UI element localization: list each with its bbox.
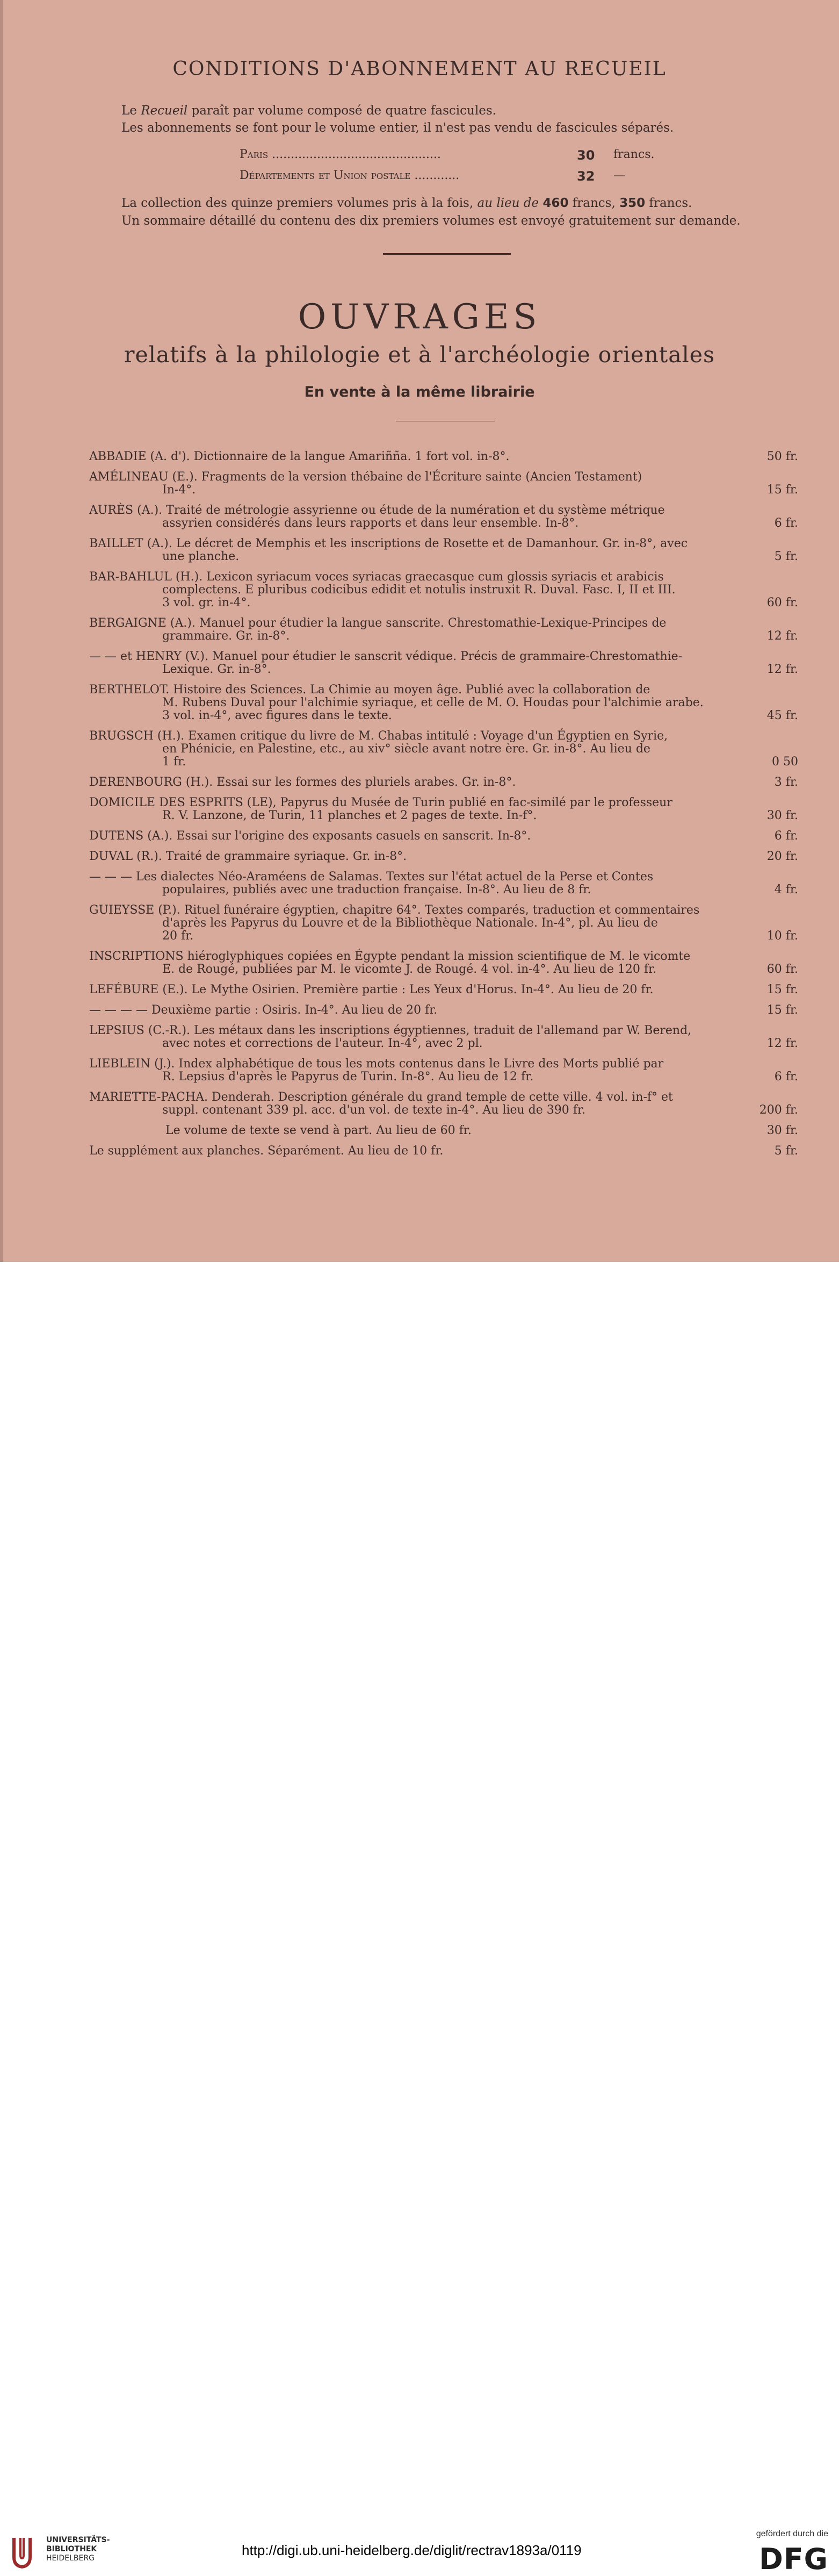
- ouvrages-title: OUVRAGES: [298, 297, 541, 337]
- book-entry-continuation: une planche.: [162, 550, 240, 563]
- book-entry: [89, 984, 798, 996]
- book-entry-text: ABBADIE (A. d'). Dictionnaire de la langue Amariñña. 1 fort vol. in-8°.: [89, 450, 510, 463]
- book-entry-continuation: 3 vol. gr. in-4°.: [162, 596, 251, 609]
- book-entry-price: 15 fr.: [766, 483, 798, 497]
- conditions-title: CONDITIONS D'ABONNEMENT AU RECUEIL: [172, 58, 667, 80]
- book-entry-text: Le volume de texte se vend à part. Au lieu de 60 fr.: [165, 1124, 472, 1137]
- book-entry-text: — — — Les dialectes Néo-Araméens de Salamas. Textes sur l'état actuel de la Perse et Contes: [89, 870, 654, 884]
- book-entry: [89, 1004, 798, 1017]
- book-entry-price: 6 fr.: [774, 1070, 798, 1084]
- book-entry-price: 20 fr.: [766, 850, 798, 863]
- book-entry: [89, 797, 798, 822]
- book-entry-text: MARIETTE-PACHA. Denderah. Description générale du grand temple de cette ville. 4 vol. in-f° et: [89, 1090, 673, 1104]
- book-entry-continuation: grammaire. Gr. in-8°.: [162, 629, 290, 643]
- price-row-departements: Départements et Union postale ............ 32 —: [240, 169, 625, 184]
- permalink-url[interactable]: http://digi.ub.uni-heidelberg.de/diglit/rectrav1893a/0119: [242, 2542, 582, 2558]
- university-library-name: [46, 2536, 110, 2563]
- book-entry-continuation: assyrien considérés dans leurs rapports et dans leur ensemble. In-8°.: [162, 516, 579, 530]
- conditions-line-1: Le Recueil paraît par volume composé de quatre fascicules.: [121, 104, 496, 118]
- book-entry-price: 4 fr.: [774, 883, 798, 896]
- book-entry-text: LEPSIUS (C.-R.). Les métaux dans les inscriptions égyptiennes, traduit de l'allemand par W. Berend,: [89, 1024, 692, 1037]
- book-entry-price: 30 fr.: [766, 809, 798, 822]
- book-entry-continuation: avec notes et corrections de l'auteur. In-4°, avec 2 pl.: [162, 1037, 483, 1050]
- logo-line-1: UNIVERSITÄTS-: [46, 2536, 110, 2544]
- page-edge: [0, 0, 3, 1262]
- book-entry: [89, 1024, 798, 1050]
- book-entry-text: BAILLET (A.). Le décret de Memphis et les inscriptions de Rosette et de Damanhour. Gr. in-8°, avec: [89, 537, 688, 550]
- dfg-logo: DFG: [758, 2542, 828, 2576]
- book-entry-continuation: R. V. Lanzone, de Turin, 11 planches et 2 pages de texte. In-f°.: [162, 809, 537, 822]
- book-entry-price: 45 fr.: [766, 709, 798, 722]
- book-entry-text: INSCRIPTIONS hiéroglyphiques copiées en Égypte pendant la mission scientifique de M. le vicomte: [89, 950, 691, 963]
- book-entry-continuation: suppl. contenant 339 pl. acc. d'un vol. de texte in-4°. Au lieu de 390 fr.: [162, 1103, 585, 1117]
- book-entry-text: Le supplément aux planches. Séparément. Au lieu de 10 fr.: [89, 1144, 444, 1158]
- book-entry: [89, 1124, 798, 1137]
- book-entry-price: 60 fr.: [766, 963, 798, 976]
- book-entry: [89, 684, 798, 722]
- book-entry: [89, 471, 798, 497]
- book-entry-price: 12 fr.: [766, 1037, 798, 1050]
- book-entry: [89, 650, 798, 676]
- book-entry-price: 6 fr.: [774, 516, 798, 530]
- book-entry-price: 12 fr.: [766, 663, 798, 676]
- book-entry-price: 5 fr.: [774, 1144, 798, 1158]
- ouvrages-subtitle: relatifs à la philologie et à l'archéologie orientales: [124, 342, 715, 368]
- book-entry-text: DOMICILE DES ESPRITS (LE), Papyrus du Musée de Turin publié en fac-similé par le professeur: [89, 796, 672, 809]
- scanned-page: [0, 0, 839, 1262]
- sale-notice: En vente à la même librairie: [304, 384, 535, 400]
- book-entry-text: AURÈS (A.). Traité de métrologie assyrienne ou étude de la numération et du système métrique: [89, 504, 665, 517]
- book-entry-continuation: R. Lepsius d'après le Papyrus de Turin. In-8°. Au lieu de 12 fr.: [162, 1070, 534, 1084]
- funded-by-label: gefördert durch die: [756, 2529, 828, 2538]
- book-entry-price: 12 fr.: [766, 629, 798, 643]
- book-entry-continuation: 20 fr.: [162, 929, 194, 943]
- price-row-paris: Paris ............................................. 30 francs.: [240, 148, 655, 163]
- divider-rule: [383, 253, 511, 255]
- logo-line-2: BIBLIOTHEK: [46, 2545, 97, 2553]
- book-entry-continuation: 1 fr.: [162, 755, 186, 769]
- book-entry: [89, 450, 798, 463]
- book-entry-text: BRUGSCH (H.). Examen critique du livre de M. Chabas intitulé : Voyage d'un Égyptien en Syrie,: [89, 729, 668, 743]
- book-entry-continuation: M. Rubens Duval pour l'alchimie syriaque, et celle de M. O. Houdas pour l'alchimie arabe.: [162, 696, 704, 709]
- logo-line-3: HEIDELBERG: [46, 2554, 95, 2563]
- conditions-line-2: Les abonnements se font pour le volume entier, il n'est pas vendu de fascicules séparés.: [121, 121, 674, 135]
- book-entry-continuation: populaires, publiés avec une traduction française. In-8°. Au lieu de 8 fr.: [162, 883, 591, 896]
- book-entry: [89, 950, 798, 976]
- book-entry-continuation: complectens. E pluribus codicibus edidit et notulis instruxit R. Duval. Fasc. I, II et III.: [162, 583, 676, 597]
- book-entry-continuation: 3 vol. in-4°, avec figures dans le texte.: [162, 709, 392, 722]
- book-entry-text: — — — — Deuxième partie : Osiris. In-4°. Au lieu de 20 fr.: [89, 1003, 438, 1017]
- book-entry-continuation: In-4°.: [162, 483, 196, 497]
- book-entry-text: GUIEYSSE (P.). Rituel funéraire égyptien, chapitre 64°. Textes comparés, traduction et commentaires: [89, 903, 700, 917]
- book-entry-price: 200 fr.: [759, 1103, 798, 1117]
- book-entry-continuation: Lexique. Gr. in-8°.: [162, 663, 271, 676]
- book-entry: [89, 904, 798, 943]
- book-entry-text: DUTENS (A.). Essai sur l'origine des exposants casuels en sanscrit. In-8°.: [89, 829, 531, 843]
- book-entry: [89, 1091, 798, 1117]
- book-entry-text: — — et HENRY (V.). Manuel pour étudier le sanscrit védique. Précis de grammaire-Chrestomathie-: [89, 650, 683, 663]
- book-entry: [89, 1058, 798, 1084]
- book-entry: [89, 537, 798, 563]
- book-entry: [89, 871, 798, 896]
- book-entry-text: LEFÉBURE (E.). Le Mythe Osirien. Première partie : Les Yeux d'Horus. In-4°. Au lieu de 20 fr.: [89, 983, 654, 996]
- book-entry-continuation: d'après les Papyrus du Louvre et de la Bibliothèque Nationale. In-4°, pl. Au lieu de: [162, 916, 658, 930]
- book-entry: [89, 850, 798, 863]
- book-entry-price: 15 fr.: [766, 983, 798, 996]
- book-entry-text: DERENBOURG (H.). Essai sur les formes des pluriels arabes. Gr. in-8°.: [89, 776, 516, 789]
- book-entry-price: 60 fr.: [766, 596, 798, 609]
- book-entry: [89, 776, 798, 789]
- book-entry: [89, 830, 798, 843]
- book-entry-price: 3 fr.: [774, 776, 798, 789]
- book-entry: [89, 1145, 798, 1158]
- book-entry-price: 30 fr.: [766, 1124, 798, 1137]
- book-entry-text: BAR-BAHLUL (H.). Lexicon syriacum voces syriacas graecasque cum glossis syriacis et arabicis: [89, 570, 664, 584]
- book-entry-price: 15 fr.: [766, 1003, 798, 1017]
- book-entry-price: 5 fr.: [774, 550, 798, 563]
- book-entry: [89, 504, 798, 530]
- book-entry: [89, 617, 798, 643]
- book-entry-text: BERGAIGNE (A.). Manuel pour étudier la langue sanscrite. Chrestomathie-Lexique-Principes de: [89, 616, 667, 630]
- book-entry-continuation: en Phénicie, en Palestine, etc., au xiv° siècle avant notre ère. Gr. in-8°. Au lieu de: [162, 742, 650, 756]
- book-entry-text: DUVAL (R.). Traité de grammaire syriaque. Gr. in-8°.: [89, 850, 407, 863]
- book-entry-price: 0 50: [772, 755, 798, 769]
- book-entry-text: AMÉLINEAU (E.). Fragments de la version thébaine de l'Écriture sainte (Ancien Testament): [89, 470, 642, 484]
- conditions-line-3: La collection des quinze premiers volumes pris à la fois, au lieu de 460 francs, 350 francs.: [121, 196, 692, 210]
- book-entry-price: 50 fr.: [766, 450, 798, 463]
- book-entry-text: BERTHELOT. Histoire des Sciences. La Chimie au moyen âge. Publié avec la collaboration de: [89, 683, 650, 697]
- book-entry-price: 10 fr.: [766, 929, 798, 943]
- university-library-logo-icon: [10, 2536, 34, 2569]
- book-entry: [89, 571, 798, 609]
- conditions-line-4: Un sommaire détaillé du contenu des dix premiers volumes est envoyé gratuitement sur demande.: [121, 214, 741, 228]
- book-entry: [89, 730, 798, 769]
- book-entry-continuation: E. de Rougé, publiées par M. le vicomte J. de Rougé. 4 vol. in-4°. Au lieu de 120 fr.: [162, 963, 657, 976]
- footer-bar: [0, 1262, 839, 2576]
- book-list: [89, 450, 798, 1165]
- book-entry-text: LIEBLEIN (J.). Index alphabétique de tous les mots contenus dans le Livre des Morts publié par: [89, 1057, 664, 1071]
- book-entry-price: 6 fr.: [774, 829, 798, 843]
